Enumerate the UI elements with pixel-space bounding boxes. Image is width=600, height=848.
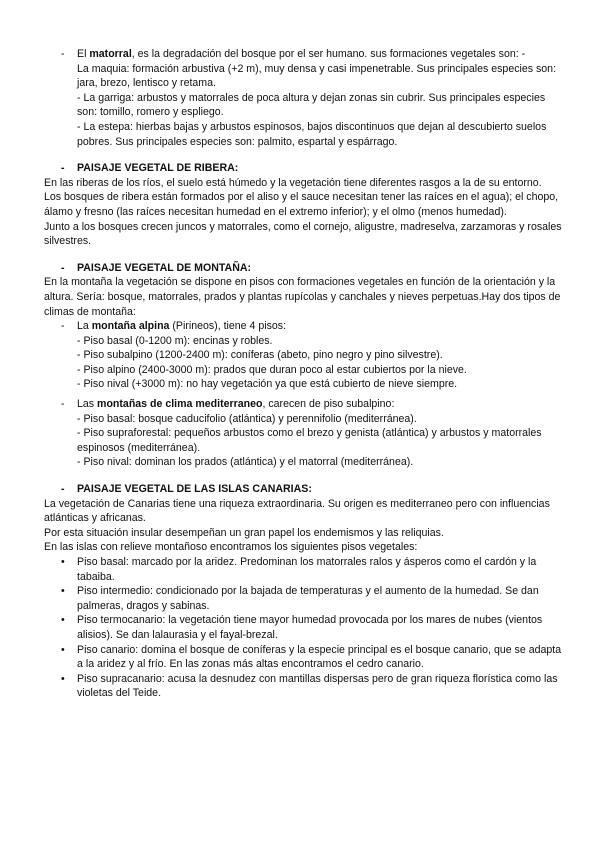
ribera-paragraph-3: Junto a los bosques crecen juncos y matorrales, como el cornejo, aligustre, madreselva, zarzamoras y rosales silvestres. — [44, 220, 562, 248]
canarias-paragraph-3: En las islas con relieve montañoso encontramos los siguientes pisos vegetales: — [44, 541, 418, 554]
canarias-paragraph-1: La vegetación de Canarias tiene una riqueza extraordinaria. Su origen es mediterraneo pero con influencias atlánticas y africanas. — [44, 497, 550, 525]
mediterranea-item: - Las montañas de clima mediterraneo, carecen de piso subalpino: - Piso basal: bosque caducifolio (atlántica) y perennifolio (mediterránea). - Piso supraforestal: pequeños arbustos como el brezo y genista (atlántica) y arbustos y matorrales espinosos (mediterránea). - Piso nival: dominan los prados (atlántica) y el matorral (mediterránea). — [44, 397, 564, 470]
bullet-marker: • — [61, 614, 65, 627]
bullet-marker: • — [61, 556, 65, 568]
document-page — [44, 47, 564, 701]
alpina-piso: - Piso basal (0-1200 m): encinas y robles. — [77, 334, 273, 347]
matorral-definition: El matorral, es la degradación del bosque por el ser humano. sus formaciones vegetales son: - — [77, 48, 526, 60]
canarias-list-item: • Piso termocanario: la vegetación tiene mayor humedad provocada por los mares de nubes (vientos alisios). Se dan lalaurasia y el fayal-brezal. — [61, 614, 543, 641]
mediterranea-piso: - Piso supraforestal: pequeños arbustos como el brezo y genista (atlántica) y arbustos y matorrales espinosos (mediterránea). — [77, 427, 542, 454]
bullet-marker: • — [61, 672, 65, 685]
matorral-item — [44, 47, 564, 149]
bullet-marker: • — [61, 585, 65, 598]
canarias-paragraph-2: Por esta situación insular desempeñan un gran papel los endemismos y las reliquias. — [44, 526, 444, 539]
canarias-list-item: • Piso intermedio: condicionado por la bajada de temperaturas y el aumento de la humedad. Se dan palmeras, dragos y sabinas. — [61, 585, 539, 612]
montana-title: PAISAJE VEGETAL DE MONTAÑA: — [77, 261, 252, 274]
bullet-marker: • — [61, 643, 65, 656]
montana-heading: - PAISAJE VEGETAL DE MONTAÑA: — [61, 261, 252, 274]
montana-intro: En la montaña la vegetación se dispone en pisos con formaciones vegetales en función de la orientación y la altura. Sería: bosque, matorrales, prados y plantas rupícolas y canchales y nieves perpetuas.Hay dos tipos de climas de montaña: — [44, 276, 561, 318]
canarias-list-item: • Piso supracanario: acusa la desnudez con mantillas dispersas pero de gran riqueza florística como las violetas del Teide. — [61, 672, 558, 700]
mediterranea-title: Las montañas de clima mediterraneo, carecen de piso subalpino: — [77, 398, 395, 411]
mediterranea-piso: - Piso basal: bosque caducifolio (atlántica) y perennifolio (mediterránea). — [77, 412, 417, 425]
ribera-paragraph-2: Los bosques de ribera están formados por el aliso y el sauce necesitan tener las raíces en el agua); el chopo, álamo y fresno (las raíces necesitan humedad en el extremo inferior); y el olmo (menos humedad). — [44, 191, 559, 218]
canarias-list-item: • Piso canario: domina el bosque de coníferas y la especie principal es el bosque canario, que se adapta a la aridez y al frío. En las zonas más altas encontramos el cedro canario. — [61, 643, 562, 671]
alpina-piso: - Piso nival (+3000 m): no hay vegetación ya que está cubierto de nieve siempre. — [77, 378, 458, 391]
matorral-garriga: - La garriga: arbustos y matorrales de poca altura y dejan zonas sin cubrir. Sus principales especies son: tomillo, romero y espliego. — [77, 91, 546, 119]
alpina-title: La montaña alpina (Pirineos), tiene 4 pisos: — [77, 320, 287, 333]
matorral-maquia: La maquia: formación arbustiva (+2 m), muy densa y casi impenetrable. Sus principales especies son: jara, brezo, lentisco y retama. — [77, 62, 557, 90]
alpina-piso: - Piso alpino (2400-3000 m): prados que duran poco al estar cubiertos por la nieve. — [77, 363, 467, 376]
alpina-item: - La montaña alpina (Pirineos), tiene 4 pisos: - Piso basal (0-1200 m): encinas y robles. - Piso subalpino (1200-2400 m): coníferas (abeto, pino negro y pino silvestre). - Piso alpino (2400-3000 m): prados que duran poco al estar cubiertos por la nieve. - Piso nival (+3000 m): no hay vegetación ya que está cubierto de nieve siempre. — [44, 319, 564, 392]
ribera-heading: - PAISAJE VEGETAL DE RIBERA: — [61, 162, 239, 175]
dash-marker: - — [61, 48, 65, 60]
canarias-list-item: • Piso basal: marcado por la aridez. Predominan los matorrales ralos y ásperos como el cardón y la tabaiba. — [61, 556, 537, 583]
canarias-heading: - PAISAJE VEGETAL DE LAS ISLAS CANARIAS: — [61, 483, 312, 496]
mediterranea-piso: - Piso nival: dominan los prados (atlántica) y el matorral (mediterránea). — [77, 456, 414, 469]
ribera-title: PAISAJE VEGETAL DE RIBERA: — [77, 162, 239, 175]
ribera-paragraph-1: En las riberas de los ríos, el suelo está húmedo y la vegetación tiene diferentes rasgos a la de su entorno. — [44, 176, 542, 189]
matorral-estepa: - La estepa: hierbas bajas y arbustos espinosos, bajos discontinuos que dejan al descubierto suelos pobres. Sus principales especies son: palmito, espartal y espárrago. — [77, 120, 547, 148]
alpina-piso: - Piso subalpino (1200-2400 m): coníferas (abeto, pino negro y pino silvestre). — [77, 349, 443, 362]
canarias-title: PAISAJE VEGETAL DE LAS ISLAS CANARIAS: — [77, 483, 312, 496]
